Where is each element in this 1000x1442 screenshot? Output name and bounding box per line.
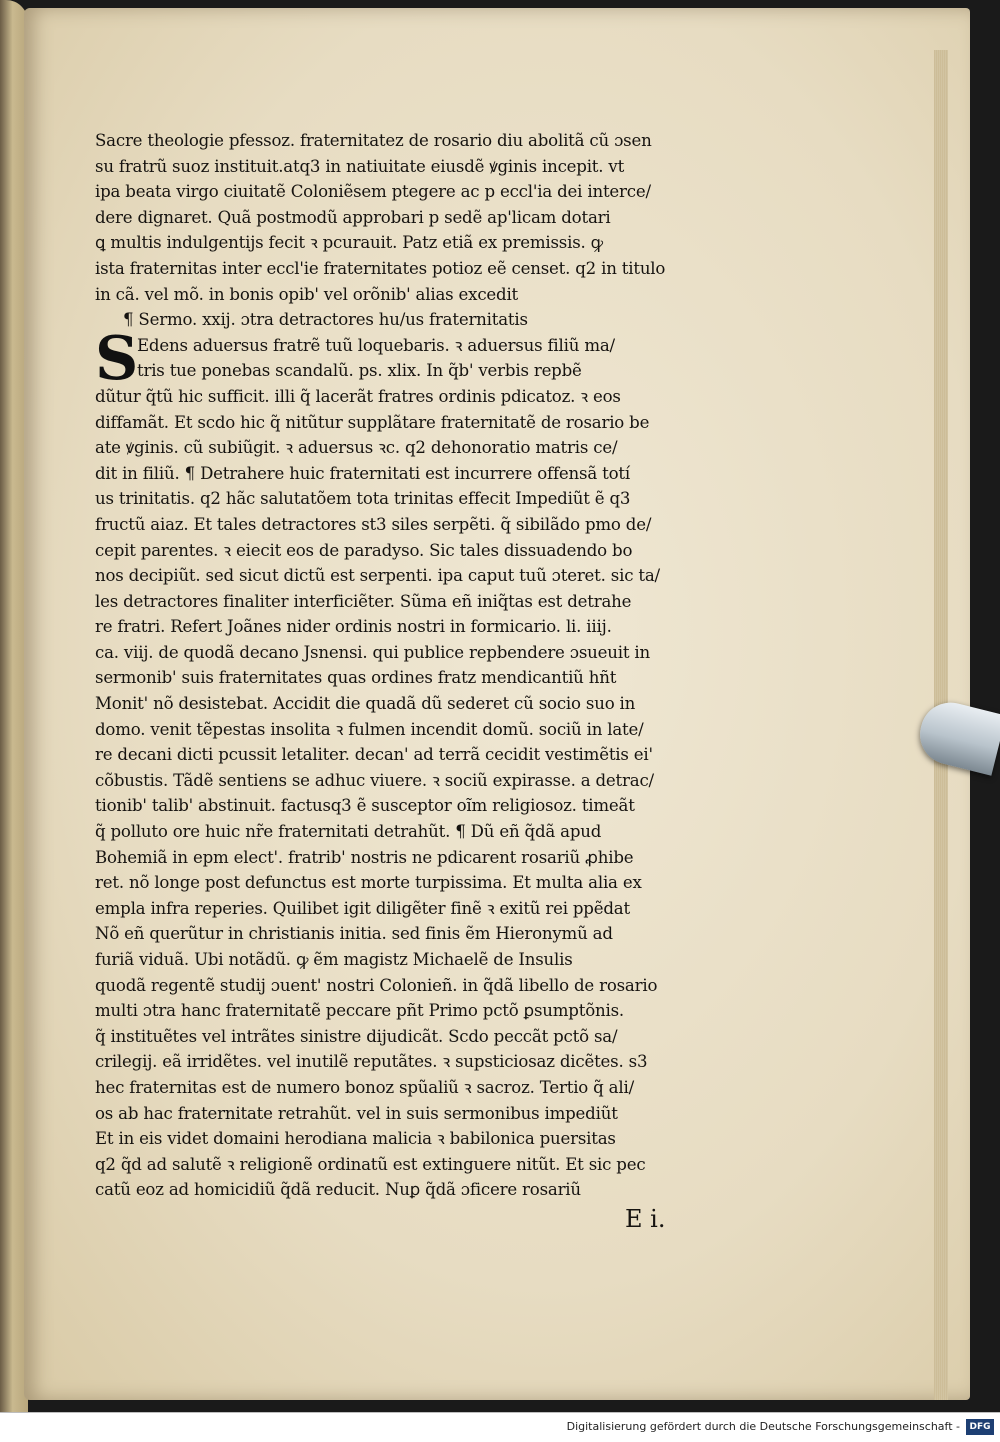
text-line: domo. venit tẽpestas insolita ꝛ fulmen incendit domũ. sociũ in late/ — [95, 719, 644, 739]
text-line: q̃ polluto ore huic nr̃e fraternitati detrahũt. ¶ Dũ eñ q̃dã apud — [95, 822, 602, 842]
footer-bar — [0, 1412, 1000, 1442]
opening-paragraph — [95, 128, 735, 307]
dfg-logo-icon: DFG — [966, 1419, 994, 1435]
text-line: furiã viduã. Ubi notãdũ. ꝙ ẽm magistz Michaelẽ de Insulis — [95, 950, 573, 969]
text-line: Edens aduersus fratrẽ tuũ loquebaris. ꝛ aduersus filiũ ma/ — [137, 335, 615, 355]
text-line: fructũ aiaz. Et tales detractores st3 siles serpẽti. q̃ sibilãdo pmo de/ — [95, 514, 652, 534]
text-line: Sacre theologie pfessoz. fraternitatez de rosario diu abolitã cũ ɔsen — [95, 131, 652, 150]
text-line: cõbustis. Tãdẽ sentiens se adhuc viuere. ꝛ sociũ expirasse. a detrac/ — [95, 770, 654, 790]
dropcap-letter: S — [95, 323, 139, 394]
text-line: les detractores finaliter interficiẽter. Sũma eñ iniq̃tas est detrahe — [95, 591, 632, 611]
text-line: diffamãt. Et scdo hic q̃ nitũtur supplãtare fraternitatẽ de rosario be — [95, 412, 650, 432]
text-line: dit in filiũ. ¶ Detrahere huic fraternitati est incurrere offensã totí — [95, 463, 630, 483]
text-line: Monit' nõ desistebat. Accidit die quadã dũ sederet cũ socio suo in — [95, 694, 636, 714]
sermon-heading: ¶ Sermo. xxij. ɔtra detractores hu/us fraternitatis — [123, 310, 528, 330]
text-line: ista fraternitas inter eccl'ie fraternitates potioz eẽ censet. q2 in titulo — [95, 258, 666, 278]
text-line: tionib' talib' abstinuit. factusq3 ẽ susceptor oĩm religiosoz. timeãt — [95, 796, 635, 816]
text-line: su fratrũ suoz instituit.atq3 in natiuitate eiusdẽ ꝟginis incepit. vt — [95, 156, 625, 176]
text-line: Bohemiã in epm elect'. fratrib' nostris ne pdicarent rosariũ ꝓhibe — [95, 847, 634, 867]
text-line: ret. nõ longe post defunctus est morte turpissima. Et multa alia ex — [95, 873, 642, 893]
text-line: Nõ eñ querũtur in christianis initia. sed finis ẽm Hieronymũ ad — [95, 924, 613, 944]
text-line: hec fraternitas est de numero bonoz spũaliũ ꝛ sacroz. Tertio q̃ ali/ — [95, 1077, 634, 1097]
text-line: quodã regentẽ studij ɔuent' nostri Colonieñ. in q̃dã libello de rosario — [95, 975, 658, 995]
sermon-body — [95, 384, 735, 1203]
text-line: dũtur q̃tũ hic sufficit. illi q̃ lacerãt fratres ordinis pdicatoz. ꝛ eos — [95, 386, 621, 406]
signature-mark: E i. — [625, 1205, 666, 1233]
text-line: Et in eis videt domaini herodiana malicia ꝛ babilonica puersitas — [95, 1129, 616, 1149]
text-line: sermonib' suis fraternitates quas ordines fratz mendicantiũ hñt — [95, 668, 617, 688]
dropcap-lines — [137, 333, 615, 384]
text-line: q̃ instituẽtes vel intrãtes sinistre dijudicãt. Scdo peccãt pctõ sa/ — [95, 1026, 618, 1046]
text-line: ca. viij. de quodã decano Jsnensi. qui publice repbendere ɔsueuit in — [95, 642, 650, 662]
text-line: cepit parentes. ꝛ eiecit eos de paradyso. Sic tales dissuadendo bo — [95, 540, 633, 560]
text-line: dere dignaret. Quã postmodũ approbari p sedẽ ap'licam dotari — [95, 207, 611, 227]
dropcap-paragraph — [95, 323, 735, 394]
footer-credit: Digitalisierung gefördert durch die Deutsche Forschungsgemeinschaft - — [566, 1420, 960, 1433]
text-line: us trinitatis. q2 hãc salutatõem tota trinitas effecit Impediũt ẽ q3 — [95, 489, 631, 509]
printed-text-block — [95, 128, 735, 1203]
text-line: ate ꝟginis. cũ subiũgit. ꝛ aduersus ꝛc. q2 dehonoratio matris ce/ — [95, 438, 618, 458]
text-line: ꝗ multis indulgentijs fecit ꝛ pcurauit. Patz etiã ex premissis. ꝙ — [95, 233, 603, 253]
text-line: re decani dicti pcussit letaliter. decan' ad terrã cecidit vestimẽtis ei' — [95, 745, 653, 765]
text-line: os ab hac fraternitate retrahũt. vel in suis sermonibus impediũt — [95, 1103, 618, 1123]
text-line: q2 q̃d ad salutẽ ꝛ religionẽ ordinatũ est extinguere nitũt. Et sic pec — [95, 1154, 646, 1174]
text-line: nos decipiũt. sed sicut dictũ est serpenti. ipa caput tuũ ɔteret. sic ta/ — [95, 566, 660, 586]
text-line: catũ eoz ad homicidiũ q̃dã reducit. Nuꝑ q̃dã ɔficere rosariũ — [95, 1180, 581, 1200]
text-line: multi ɔtra hanc fraternitatẽ peccare pñt Primo pctõ ꝑsumptõnis. — [95, 1001, 624, 1021]
text-line: ipa beata virgo ciuitatẽ Coloniẽsem ptegere ac p eccl'ia dei interce/ — [95, 182, 651, 202]
text-line: empla infra reperies. Quilibet igit diligẽter finẽ ꝛ exitũ rei ppẽdat — [95, 898, 630, 918]
text-line: tris tue ponebas scandalũ. ps. xlix. In q̃b' verbis repbẽ — [137, 361, 582, 381]
text-line: crilegij. eã irridẽtes. vel inutilẽ reputãtes. ꝛ supsticiosaz dicẽtes. s3 — [95, 1052, 648, 1072]
text-line: in cã. vel mõ. in bonis opib' vel orõnib' alias excedit — [95, 284, 519, 304]
text-line: re fratri. Refert Joãnes nider ordinis nostri in formicario. li. iiij. — [95, 617, 612, 637]
